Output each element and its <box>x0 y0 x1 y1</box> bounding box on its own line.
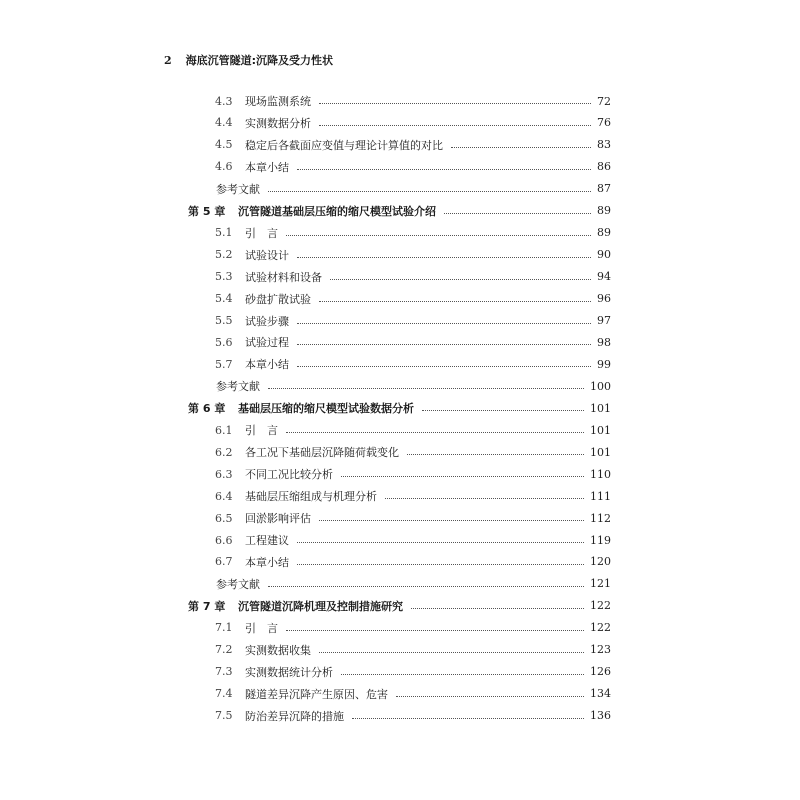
toc-dot-leader <box>286 630 584 631</box>
toc-entry-title: 本章小结 <box>245 358 289 372</box>
toc-entry-number: 7.3 <box>215 665 233 679</box>
toc-dot-leader <box>297 542 584 543</box>
book-title: 海底沉管隧道:沉降及受力性状 <box>185 54 334 67</box>
toc-entry-page: 101 <box>590 401 611 415</box>
toc-dot-leader <box>297 564 584 565</box>
toc-dot-leader <box>268 388 584 389</box>
toc-entry-title: 实测数据统计分析 <box>245 665 333 679</box>
toc-chapter-entry <box>0 398 800 418</box>
toc-entry-title: 实测数据收集 <box>245 643 311 657</box>
toc-dot-leader <box>297 169 591 170</box>
toc-entry-number: 5.6 <box>215 335 233 349</box>
toc-entry-title: 试验过程 <box>245 336 289 350</box>
toc-section-entry <box>0 354 800 374</box>
toc-entry-page: 98 <box>597 335 611 349</box>
toc-entry-title: 防治差异沉降的措施 <box>245 709 344 723</box>
toc-dot-leader <box>319 520 584 521</box>
toc-entry-number: 5.7 <box>215 357 233 371</box>
toc-entry-page: 111 <box>590 489 611 503</box>
toc-dot-leader <box>407 454 584 455</box>
toc-section-entry <box>0 223 800 243</box>
toc-section-entry <box>0 486 800 506</box>
toc-dot-leader <box>268 586 584 587</box>
toc-references-entry <box>0 376 800 396</box>
toc-entry-page: 87 <box>597 182 611 196</box>
toc-entry-number: 7.5 <box>215 709 233 723</box>
toc-entry-page: 96 <box>597 292 611 306</box>
toc-entry-page: 99 <box>597 357 611 371</box>
toc-entry-title: 参考文献 <box>216 380 260 394</box>
toc-entry-number: 6.3 <box>215 467 233 481</box>
toc-entry-page: 100 <box>590 379 611 393</box>
toc-section-entry <box>0 618 800 638</box>
toc-entry-number: 6.5 <box>215 511 233 525</box>
toc-section-entry <box>0 706 800 726</box>
toc-entry-page: 86 <box>597 160 611 174</box>
toc-entry-page: 101 <box>590 423 611 437</box>
toc-entry-number: 5.5 <box>215 314 233 327</box>
toc-dot-leader <box>330 279 591 280</box>
toc-entry-title: 基础层压缩组成与机理分析 <box>245 490 377 504</box>
toc-dot-leader <box>444 213 591 214</box>
toc-entry-number: 5.2 <box>215 248 233 262</box>
toc-section-entry <box>0 662 800 682</box>
toc-entry-page: 136 <box>590 709 611 723</box>
toc-entry-page: 89 <box>597 204 611 218</box>
toc-entry-number: 7.4 <box>215 687 233 701</box>
toc-dot-leader <box>319 301 591 302</box>
toc-section-entry <box>0 420 800 440</box>
toc-dot-leader <box>286 235 591 236</box>
toc-entry-number: 6.7 <box>215 555 233 569</box>
toc-section-entry <box>0 157 800 177</box>
toc-section-entry <box>0 332 800 352</box>
toc-dot-leader <box>451 147 591 148</box>
toc-entry-page: 121 <box>590 577 611 591</box>
toc-entry-title: 本章小结 <box>245 160 289 174</box>
toc-entry-title: 试验设计 <box>245 248 289 262</box>
toc-entry-title: 砂盘扩散试验 <box>245 292 311 306</box>
toc-entry-title: 试验材料和设备 <box>245 270 322 284</box>
toc-dot-leader <box>422 410 584 411</box>
toc-dot-leader <box>396 696 584 697</box>
toc-dot-leader <box>297 257 591 258</box>
toc-dot-leader <box>268 191 591 192</box>
toc-entry-number: 6.1 <box>215 423 233 437</box>
toc-dot-leader <box>341 674 584 675</box>
toc-section-entry <box>0 684 800 704</box>
toc-dot-leader <box>319 103 591 104</box>
toc-entry-title: 隧道差异沉降产生原因、危害 <box>245 687 388 701</box>
toc-dot-leader <box>297 366 591 367</box>
toc-entry-title: 试验步骤 <box>245 314 289 328</box>
toc-entry-page: 90 <box>597 248 611 262</box>
toc-entry-number: 7.2 <box>215 643 233 657</box>
toc-entry-page: 97 <box>597 314 611 327</box>
toc-entry-page: 110 <box>590 467 611 481</box>
toc-entry-title: 工程建议 <box>245 534 289 547</box>
toc-entry-number: 第 6 章 <box>188 402 226 416</box>
toc-section-entry <box>0 508 800 528</box>
toc-entry-page: 134 <box>590 687 611 701</box>
toc-dot-leader <box>297 344 591 345</box>
toc-section-entry <box>0 245 800 265</box>
toc-section-entry <box>0 530 800 550</box>
toc-section-entry <box>0 289 800 309</box>
toc-references-entry <box>0 179 800 199</box>
toc-chapter-entry <box>0 596 800 616</box>
toc-entry-title: 回淤影响评估 <box>245 512 311 526</box>
toc-entry-page: 119 <box>590 533 611 547</box>
toc-section-entry <box>0 311 800 331</box>
toc-dot-leader <box>286 432 584 433</box>
toc-entry-title: 本章小结 <box>245 555 289 569</box>
toc-entry-title: 稳定后各截面应变值与理论计算值的对比 <box>245 138 443 152</box>
toc-entry-page: 126 <box>590 665 611 679</box>
toc-entry-title: 基础层压缩的缩尺模型试验数据分析 <box>238 402 414 416</box>
toc-entry-number: 6.6 <box>215 533 233 547</box>
toc-section-entry <box>0 267 800 287</box>
toc-section-entry <box>0 442 800 462</box>
toc-entry-number: 4.4 <box>215 116 233 130</box>
toc-entry-number: 第 7 章 <box>188 599 226 613</box>
toc-dot-leader <box>352 718 584 719</box>
toc-entry-title: 引 言 <box>245 424 278 438</box>
toc-entry-page: 120 <box>590 555 611 569</box>
toc-dot-leader <box>319 652 584 653</box>
toc-references-entry <box>0 574 800 594</box>
toc-entry-number: 第 5 章 <box>188 204 226 218</box>
toc-entry-title: 参考文献 <box>216 577 260 591</box>
toc-section-entry <box>0 552 800 572</box>
toc-dot-leader <box>385 498 584 499</box>
toc-section-entry <box>0 640 800 660</box>
toc-entry-number: 5.4 <box>215 292 233 306</box>
toc-entry-title: 各工况下基础层沉降随荷载变化 <box>245 446 399 460</box>
toc-entry-page: 83 <box>597 138 611 152</box>
toc-entry-page: 101 <box>590 445 611 459</box>
toc-entry-page: 112 <box>590 511 611 525</box>
toc-entry-page: 122 <box>590 621 611 635</box>
toc-section-entry <box>0 91 800 111</box>
toc-entry-number: 6.2 <box>215 445 233 459</box>
toc-entry-title: 不同工况比较分析 <box>245 468 333 482</box>
toc-entry-page: 122 <box>590 599 611 613</box>
toc-section-entry <box>0 113 800 133</box>
toc-entry-title: 现场监测系统 <box>245 95 311 108</box>
toc-entry-title: 实测数据分析 <box>245 116 311 130</box>
toc-dot-leader <box>341 476 584 477</box>
toc-section-entry <box>0 135 800 155</box>
toc-entry-title: 沉管隧道沉降机理及控制措施研究 <box>238 599 403 613</box>
toc-entry-number: 5.1 <box>215 226 233 240</box>
toc-entry-number: 6.4 <box>215 489 233 503</box>
toc-dot-leader <box>297 323 591 324</box>
toc-entry-number: 7.1 <box>215 621 233 635</box>
toc-dot-leader <box>411 608 584 609</box>
toc-entry-number: 5.3 <box>215 270 233 284</box>
toc-section-entry <box>0 464 800 484</box>
toc-entry-number: 4.6 <box>215 160 233 174</box>
toc-entry-title: 参考文献 <box>216 182 260 196</box>
toc-entry-page: 76 <box>597 116 611 130</box>
toc-entry-title: 引 言 <box>245 226 278 240</box>
toc-chapter-entry <box>0 201 800 221</box>
toc-entry-title: 沉管隧道基础层压缩的缩尺模型试验介绍 <box>238 204 436 218</box>
toc-entry-page: 94 <box>597 270 611 284</box>
toc-entry-number: 4.3 <box>215 94 233 108</box>
page-number: 2 <box>164 53 172 67</box>
toc-entry-page: 72 <box>597 94 611 108</box>
toc-entry-page: 123 <box>590 643 611 657</box>
toc-entry-page: 89 <box>597 226 611 240</box>
toc-dot-leader <box>319 125 591 126</box>
toc-entry-title: 引 言 <box>245 621 278 635</box>
toc-entry-number: 4.5 <box>215 138 233 152</box>
